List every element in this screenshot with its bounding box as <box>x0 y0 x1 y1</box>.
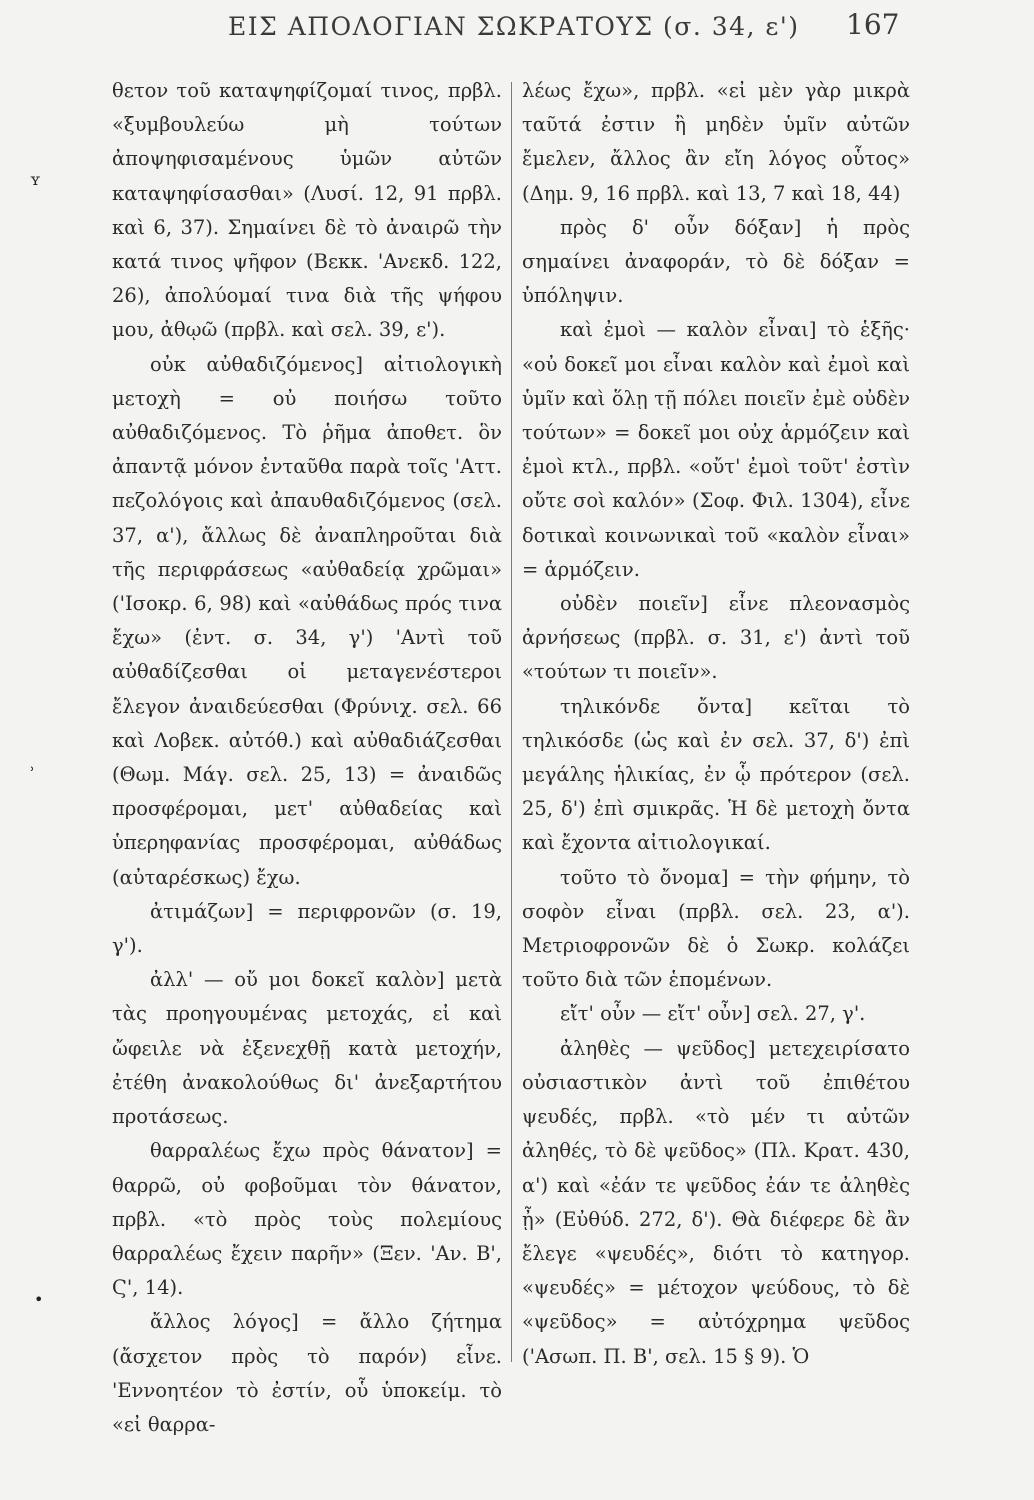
running-title: ΕΙΣ ΑΠΟΛΟΓΙΑΝ ΣΩΚΡΑΤΟΥΣ (σ. 34, ε') <box>228 12 800 41</box>
page-number: 167 <box>846 8 900 41</box>
right-paragraph-1: λέως ἔχω», πρβλ. «εἰ μὲν γὰρ μικρὰ ταῦτά ἐστιν ἢ μηδὲν ὑμῖν αὐτῶν ἔμελεν, ἄλλος ἂν εἴη λόγος οὗτος» (Δημ. 9, 16 πρβλ. καὶ 13, 7 καὶ 18, 44) <box>522 79 910 205</box>
right-paragraph-5: τηλικόνδε ὄντα] κεῖται τὸ τηλικόσδε (ὡς καὶ ἐν σελ. 37, δ') ἐπὶ μεγάλης ἡλικίας, ἐν ᾧ πρότερον (σελ. 25, δ') ἐπὶ σμικρᾶς. Ἡ δὲ μετοχὴ ὄντα καὶ ἔχοντα αἰτιολογικαί. <box>522 694 910 855</box>
margin-mark: • <box>34 1290 44 1309</box>
margin-mark: ˒ <box>30 760 35 779</box>
right-paragraph-8: ἀληθὲς — ψεῦδος] μετεχειρίσατο οὐσιαστικὸν ἀντὶ τοῦ ἐπιθέτου ψευδές, πρβλ. «τὸ μέν τι αὐτῶν ἀληθές, τὸ δὲ ψεῦδος» (Πλ. Κρατ. 430, α') καὶ «ἐάν τε ψεῦδος ἐάν τε ἀληθὲς ᾖ» (Εὐθύδ. 272, δ'). Θὰ διέφερε δὲ ἂν ἔλεγε «ψευδές», διότι τὸ κατηγορ. «ψευδές» = μέτοχον ψεύδους, τὸ δὲ «ψεῦδος» = αὐτόχρημα ψεῦδος ('Ασωπ. Π. Β', σελ. 15 § 9). Ὁ <box>522 1036 910 1368</box>
right-paragraph-6: τοῦτο τὸ ὄνομα] = τὴν φήμην, τὸ σοφὸν εἶναι (πρβλ. σελ. 23, α'). Μετριοφρονῶν δὲ ὁ Σωκρ. κολάζει τοῦτο διὰ τῶν ἑπομένων. <box>522 865 910 992</box>
margin-mark: ʏ <box>30 170 41 189</box>
left-paragraph-1: θετον τοῦ καταψηφίζομαί τινος, πρβλ. «ξυμβουλεύω μὴ τούτων ἀποψηφισαμένους ὑμῶν αὐτῶν καταψηφίσασθαι» (Λυσί. 12, 91 πρβλ. καὶ 6, 37). Σημαίνει δὲ τὸ ἀναιρῶ τὴν κατά τινος ψῆφον (Βεκκ. 'Ανεκδ. 122, 26), ἀπολύομαί τινα διὰ τῆς ψήφου μου, ἀθῳῶ (πρβλ. καὶ σελ. 39, ε'). <box>112 79 502 342</box>
left-paragraph-4: ἀλλ' — οὔ μοι δοκεῖ καλὸν] μετὰ τὰς προηγουμένας μετοχάς, εἰ καὶ ὤφειλε νὰ ἐξενεχθῇ κατὰ μετοχήν, ἐτέθη ἀνακολούθως δι' ἀνεξαρτήτου προτάσεως. <box>112 968 502 1129</box>
right-paragraph-4: οὐδὲν ποιεῖν] εἶνε πλεονασμὸς ἀρνήσεως (πρβλ. σ. 31, ε') ἀντὶ τοῦ «τούτων τι ποιεῖν». <box>522 592 910 684</box>
left-column <box>112 74 502 1442</box>
left-paragraph-5: θαρραλέως ἔχω πρὸς θάνατον] = θαρρῶ, οὐ φοβοῦμαι τὸν θάνατον, πρβλ. «τὸ πρὸς τοὺς πολεμίους θαρραλέως ἔχειν παρῆν» (Ξεν. 'Αν. Β', Ϛ', 14). <box>112 1139 502 1300</box>
right-paragraph-2: πρὸς δ' οὖν δόξαν] ἡ πρὸς σημαίνει ἀναφοράν, τὸ δὲ δόξαν = ὑπόληψιν. <box>522 215 910 308</box>
page-header <box>0 0 1034 60</box>
left-paragraph-3: ἀτιμάζων] = περιφρονῶν (σ. 19, γ'). <box>112 899 502 958</box>
column-divider <box>511 82 512 1362</box>
right-paragraph-3: καὶ ἐμοὶ — καλὸν εἶναι] τὸ ἑξῆς· «οὐ δοκεῖ μοι εἶναι καλὸν καὶ ἐμοὶ καὶ ὑμῖν καὶ ὅλῃ τῇ πόλει ποιεῖν ἐμὲ οὐδὲν τούτων» = δοκεῖ μοι οὐχ ἁρμόζειν καὶ ἐμοὶ κτλ., πρβλ. «οὔτ' ἐμοὶ τοῦτ' ἐστὶν οὔτε σοὶ καλόν» (Σοφ. Φιλ. 1304), εἶνε δοτικαὶ κοινωνικαὶ τοῦ «καλὸν εἶναι» = ἁρμόζειν. <box>522 318 910 581</box>
left-paragraph-2: οὐκ αὐθαδιζόμενος] αἰτιολογικὴ μετοχὴ = οὐ ποιήσω τοῦτο αὐθαδιζόμενος. Τὸ ῥῆμα ἀποθετ. ὃν ἀπαντᾷ μόνον ἐνταῦθα παρὰ τοῖς 'Αττ. πεζολόγοις καὶ ἀπαυθαδιζόμενος (σελ. 37, α'), ἄλλως δὲ ἀναπληροῦται διὰ τῆς περιφράσεως «αὐθαδείᾳ χρῶμαι» ('Ισοκρ. 6, 98) καὶ «αὐθάδως πρός τινα ἔχω» (ἐντ. σ. 34, γ') 'Αντὶ τοῦ αὐθαδίζεσθαι οἱ μεταγενέστεροι ἔλεγον ἀναιδεύεσθαι (Φρύνιχ. σελ. 66 καὶ Λοβεκ. αὐτόθ.) καὶ αὐθαδιάζεσθαι (Θωμ. Μάγ. σελ. 25, 13) = ἀναιδῶς προσφέρομαι, μετ' αὐθαδείας καὶ ὑπερηφανίας προσφέρομαι, αὐθάδως (αὐταρέσκως) ἔχω. <box>112 352 502 889</box>
right-paragraph-7: εἴτ' οὖν — εἴτ' οὖν] σελ. 27, γ'. <box>560 1002 866 1026</box>
left-paragraph-6: ἄλλος λόγος] = ἄλλο ζήτημα (ἄσχετον πρὸς τὸ παρόν) εἶνε. 'Εννοητέον τὸ ἐστίν, οὗ ὑποκείμ. τὸ «εἰ θαρρα- <box>112 1310 502 1436</box>
right-column <box>522 74 910 1374</box>
